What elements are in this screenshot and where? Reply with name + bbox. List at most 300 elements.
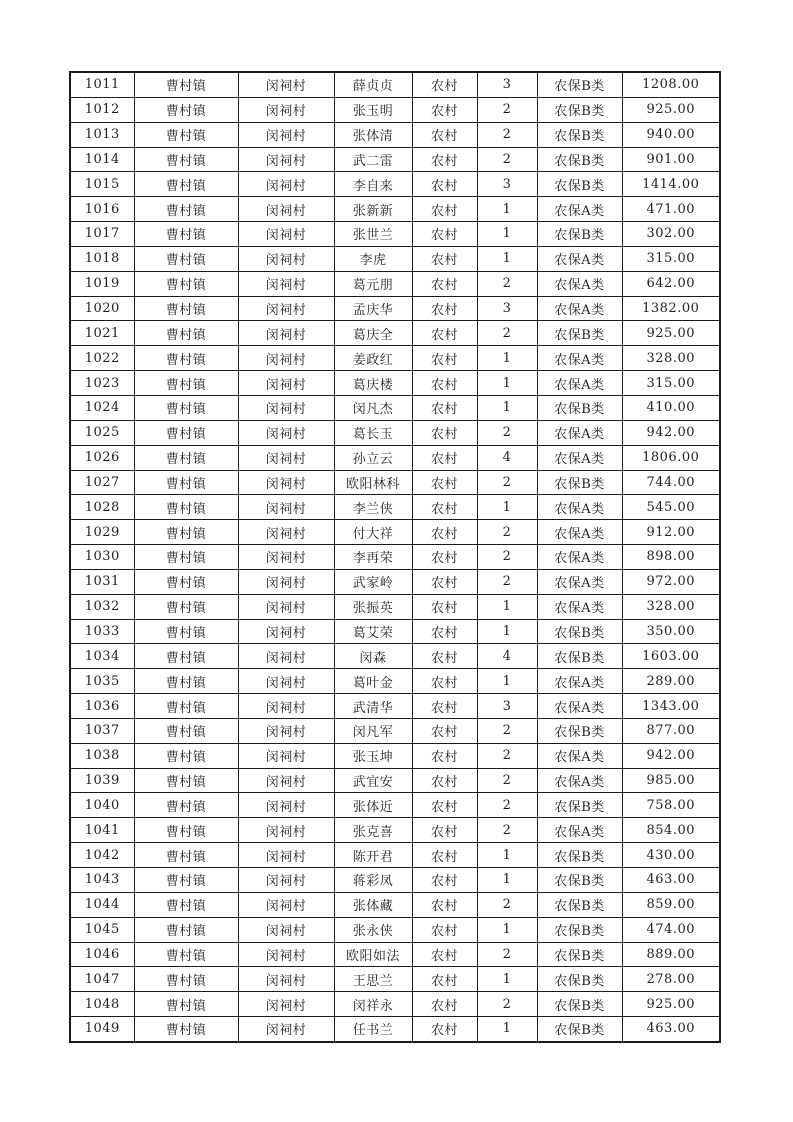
table-cell: 曹村镇: [134, 520, 238, 545]
table-cell: 闵祠村: [238, 644, 334, 669]
table-cell: 李自来: [334, 172, 412, 197]
table-cell: 闵祠村: [238, 97, 334, 122]
table-cell: 闵凡杰: [334, 395, 412, 420]
table-cell: 1027: [70, 470, 134, 495]
table-cell: 闵祠村: [238, 321, 334, 346]
table-cell: 925.00: [622, 321, 720, 346]
table-cell: 3: [477, 172, 537, 197]
table-cell: 曹村镇: [134, 346, 238, 371]
table-cell: 闵祠村: [238, 72, 334, 97]
table-cell: 张玉坤: [334, 743, 412, 768]
table-cell: 农保A类: [537, 768, 622, 793]
table-cell: 315.00: [622, 246, 720, 271]
table-cell: 1032: [70, 594, 134, 619]
table-cell: 曹村镇: [134, 371, 238, 396]
table-cell: 1044: [70, 892, 134, 917]
table-row: [70, 868, 720, 893]
table-cell: 闵祠村: [238, 768, 334, 793]
table-cell: 曹村镇: [134, 768, 238, 793]
table-row: [70, 495, 720, 520]
table-cell: 农村: [412, 594, 477, 619]
table-cell: 曹村镇: [134, 147, 238, 172]
table-cell: 1: [477, 371, 537, 396]
table-cell: 李虎: [334, 246, 412, 271]
table-row: [70, 619, 720, 644]
table-cell: 闵祠村: [238, 395, 334, 420]
table-cell: 闵祠村: [238, 520, 334, 545]
table-row: [70, 371, 720, 396]
table-cell: 农村: [412, 569, 477, 594]
table-cell: 曹村镇: [134, 644, 238, 669]
table-cell: 972.00: [622, 569, 720, 594]
table-cell: 曹村镇: [134, 892, 238, 917]
table-cell: 1028: [70, 495, 134, 520]
table-cell: 农保B类: [537, 72, 622, 97]
table-cell: 闵祠村: [238, 296, 334, 321]
table-cell: 农村: [412, 271, 477, 296]
table-cell: 曹村镇: [134, 395, 238, 420]
table-cell: 2: [477, 122, 537, 147]
table-cell: 姜政红: [334, 346, 412, 371]
table-cell: 2: [477, 718, 537, 743]
table-cell: 闵祠村: [238, 669, 334, 694]
table-cell: 曹村镇: [134, 718, 238, 743]
table-row: [70, 72, 720, 97]
table-cell: 曹村镇: [134, 495, 238, 520]
table-cell: 曹村镇: [134, 594, 238, 619]
table-cell: 1013: [70, 122, 134, 147]
table-cell: 430.00: [622, 843, 720, 868]
table-cell: 曹村镇: [134, 445, 238, 470]
table-cell: 1020: [70, 296, 134, 321]
table-row: [70, 644, 720, 669]
table-cell: 农保A类: [537, 495, 622, 520]
table-cell: 张体藏: [334, 892, 412, 917]
table-cell: 2: [477, 321, 537, 346]
table-row: [70, 470, 720, 495]
table-cell: 农保A类: [537, 371, 622, 396]
table-row: [70, 172, 720, 197]
table-cell: 李兰侠: [334, 495, 412, 520]
table-cell: 孟庆华: [334, 296, 412, 321]
table-cell: 1030: [70, 545, 134, 570]
table-cell: 农保A类: [537, 296, 622, 321]
table-cell: 闵祠村: [238, 619, 334, 644]
table-cell: 农保A类: [537, 271, 622, 296]
table-cell: 1208.00: [622, 72, 720, 97]
table-cell: 1: [477, 843, 537, 868]
table-cell: 农保B类: [537, 992, 622, 1017]
table-cell: 曹村镇: [134, 868, 238, 893]
table-cell: 3: [477, 694, 537, 719]
table-cell: 张玉明: [334, 97, 412, 122]
table-cell: 农保A类: [537, 669, 622, 694]
table-cell: 925.00: [622, 97, 720, 122]
table-cell: 薛贞贞: [334, 72, 412, 97]
table-cell: 闵森: [334, 644, 412, 669]
table-cell: 农保B类: [537, 395, 622, 420]
table-cell: 1031: [70, 569, 134, 594]
table-cell: 2: [477, 992, 537, 1017]
table-cell: 农保A类: [537, 246, 622, 271]
table-cell: 农保A类: [537, 594, 622, 619]
table-cell: 闵祠村: [238, 445, 334, 470]
table-row: [70, 97, 720, 122]
table-cell: 901.00: [622, 147, 720, 172]
table-cell: 1: [477, 619, 537, 644]
table-cell: 471.00: [622, 197, 720, 222]
table-cell: 328.00: [622, 346, 720, 371]
table-cell: 农村: [412, 1017, 477, 1042]
table-cell: 农保B类: [537, 868, 622, 893]
table-cell: 1: [477, 395, 537, 420]
table-row: [70, 818, 720, 843]
roster-table: [69, 71, 721, 1043]
table-cell: 985.00: [622, 768, 720, 793]
table-row: [70, 892, 720, 917]
table-cell: 农村: [412, 545, 477, 570]
table-cell: 曹村镇: [134, 545, 238, 570]
table-cell: 4: [477, 644, 537, 669]
table-cell: 武二雷: [334, 147, 412, 172]
table-cell: 877.00: [622, 718, 720, 743]
table-cell: 闵祠村: [238, 197, 334, 222]
table-cell: 曹村镇: [134, 97, 238, 122]
table-cell: 曹村镇: [134, 321, 238, 346]
table-row: [70, 967, 720, 992]
table-cell: 闵祠村: [238, 942, 334, 967]
table-cell: 武家岭: [334, 569, 412, 594]
table-row: [70, 122, 720, 147]
table-row: [70, 1017, 720, 1042]
table-cell: 898.00: [622, 545, 720, 570]
table-cell: 474.00: [622, 917, 720, 942]
table-cell: 农保B类: [537, 470, 622, 495]
table-row: [70, 793, 720, 818]
table-cell: 1024: [70, 395, 134, 420]
table-cell: 889.00: [622, 942, 720, 967]
table-row: [70, 942, 720, 967]
table-cell: 农保A类: [537, 569, 622, 594]
table-cell: 1043: [70, 868, 134, 893]
table-cell: 武宜安: [334, 768, 412, 793]
table-cell: 曹村镇: [134, 843, 238, 868]
table-cell: 曹村镇: [134, 122, 238, 147]
table-cell: 农村: [412, 445, 477, 470]
table-cell: 545.00: [622, 495, 720, 520]
table-cell: 葛艾荣: [334, 619, 412, 644]
table-cell: 农村: [412, 147, 477, 172]
table-cell: 农村: [412, 197, 477, 222]
table-cell: 葛长玉: [334, 420, 412, 445]
table-cell: 农村: [412, 470, 477, 495]
table-cell: 张永侠: [334, 917, 412, 942]
table-cell: 张新新: [334, 197, 412, 222]
table-cell: 1036: [70, 694, 134, 719]
table-cell: 农村: [412, 843, 477, 868]
table-cell: 1045: [70, 917, 134, 942]
table-cell: 1035: [70, 669, 134, 694]
table-cell: 曹村镇: [134, 271, 238, 296]
table-cell: 925.00: [622, 992, 720, 1017]
table-cell: 1: [477, 1017, 537, 1042]
table-cell: 1022: [70, 346, 134, 371]
table-cell: 曹村镇: [134, 743, 238, 768]
table-cell: 闵祠村: [238, 122, 334, 147]
table-cell: 王思兰: [334, 967, 412, 992]
table-cell: 289.00: [622, 669, 720, 694]
table-cell: 农保B类: [537, 967, 622, 992]
table-row: [70, 694, 720, 719]
table-cell: 278.00: [622, 967, 720, 992]
table-cell: 1042: [70, 843, 134, 868]
table-cell: 闵祠村: [238, 967, 334, 992]
table-cell: 2: [477, 420, 537, 445]
table-cell: 曹村镇: [134, 296, 238, 321]
table-cell: 744.00: [622, 470, 720, 495]
table-cell: 农村: [412, 222, 477, 247]
table-cell: 农村: [412, 371, 477, 396]
table-cell: 1040: [70, 793, 134, 818]
table-cell: 闵祠村: [238, 1017, 334, 1042]
table-cell: 1015: [70, 172, 134, 197]
table-cell: 曹村镇: [134, 1017, 238, 1042]
table-cell: 张体清: [334, 122, 412, 147]
table-cell: 闵祠村: [238, 843, 334, 868]
table-cell: 农村: [412, 644, 477, 669]
table-cell: 1046: [70, 942, 134, 967]
table-cell: 农村: [412, 97, 477, 122]
table-cell: 2: [477, 271, 537, 296]
table-cell: 闵祠村: [238, 545, 334, 570]
table-cell: 农村: [412, 246, 477, 271]
table-cell: 闵祠村: [238, 371, 334, 396]
table-cell: 曹村镇: [134, 818, 238, 843]
table-cell: 农保A类: [537, 197, 622, 222]
table-cell: 1034: [70, 644, 134, 669]
table-cell: 农保B类: [537, 892, 622, 917]
table-cell: 闵祠村: [238, 694, 334, 719]
table-cell: 闵祠村: [238, 495, 334, 520]
table-row: [70, 669, 720, 694]
table-cell: 张世兰: [334, 222, 412, 247]
table-cell: 2: [477, 97, 537, 122]
table-cell: 曹村镇: [134, 992, 238, 1017]
table-cell: 曹村镇: [134, 917, 238, 942]
table-cell: 2: [477, 892, 537, 917]
table-cell: 1343.00: [622, 694, 720, 719]
table-cell: 曹村镇: [134, 470, 238, 495]
table-cell: 1414.00: [622, 172, 720, 197]
table-cell: 3: [477, 72, 537, 97]
table-cell: 闵祠村: [238, 172, 334, 197]
table-cell: 859.00: [622, 892, 720, 917]
table-cell: 欧阳如法: [334, 942, 412, 967]
table-cell: 农村: [412, 942, 477, 967]
table-cell: 农村: [412, 669, 477, 694]
table-row: [70, 718, 720, 743]
table-cell: 758.00: [622, 793, 720, 818]
table-row: [70, 197, 720, 222]
table-cell: 1026: [70, 445, 134, 470]
table-cell: 1: [477, 594, 537, 619]
table-cell: 农保B类: [537, 1017, 622, 1042]
table-cell: 1014: [70, 147, 134, 172]
table-cell: 410.00: [622, 395, 720, 420]
table-cell: 2: [477, 569, 537, 594]
table-cell: 闵祠村: [238, 892, 334, 917]
table-cell: 闵祥永: [334, 992, 412, 1017]
table-row: [70, 768, 720, 793]
table-cell: 1016: [70, 197, 134, 222]
table-cell: 闵祠村: [238, 246, 334, 271]
table-cell: 农保B类: [537, 644, 622, 669]
table-cell: 463.00: [622, 868, 720, 893]
table-cell: 642.00: [622, 271, 720, 296]
table-cell: 曹村镇: [134, 246, 238, 271]
table-cell: 农保B类: [537, 942, 622, 967]
table-cell: 1: [477, 197, 537, 222]
table-cell: 农保B类: [537, 321, 622, 346]
table-cell: 942.00: [622, 743, 720, 768]
table-cell: 农村: [412, 768, 477, 793]
table-cell: 曹村镇: [134, 942, 238, 967]
table-row: [70, 420, 720, 445]
table-cell: 闵祠村: [238, 470, 334, 495]
table-cell: 1048: [70, 992, 134, 1017]
table-cell: 农村: [412, 917, 477, 942]
table-cell: 农村: [412, 743, 477, 768]
table-cell: 农村: [412, 793, 477, 818]
table-cell: 1019: [70, 271, 134, 296]
table-cell: 农村: [412, 694, 477, 719]
table-row: [70, 917, 720, 942]
table-cell: 350.00: [622, 619, 720, 644]
table-cell: 闵祠村: [238, 222, 334, 247]
table-cell: 蒋彩凤: [334, 868, 412, 893]
table-cell: 1: [477, 669, 537, 694]
table-cell: 闵祠村: [238, 818, 334, 843]
table-cell: 942.00: [622, 420, 720, 445]
table-cell: 农保A类: [537, 420, 622, 445]
table-cell: 葛叶金: [334, 669, 412, 694]
table-cell: 曹村镇: [134, 967, 238, 992]
table-cell: 1: [477, 868, 537, 893]
table-cell: 1012: [70, 97, 134, 122]
table-cell: 任书兰: [334, 1017, 412, 1042]
table-cell: 农保B类: [537, 718, 622, 743]
table-row: [70, 992, 720, 1017]
table-row: [70, 520, 720, 545]
table-cell: 曹村镇: [134, 694, 238, 719]
table-cell: 闵祠村: [238, 992, 334, 1017]
table-cell: 1047: [70, 967, 134, 992]
table-cell: 孙立云: [334, 445, 412, 470]
table-cell: 农村: [412, 992, 477, 1017]
table-row: [70, 594, 720, 619]
table-cell: 张振英: [334, 594, 412, 619]
table-cell: 农保A类: [537, 545, 622, 570]
table-cell: 武清华: [334, 694, 412, 719]
table-cell: 农村: [412, 321, 477, 346]
table-cell: 陈开君: [334, 843, 412, 868]
table-cell: 闵祠村: [238, 793, 334, 818]
table-cell: 农保B类: [537, 97, 622, 122]
table-cell: 1: [477, 222, 537, 247]
table-cell: 3: [477, 296, 537, 321]
table-cell: 闵祠村: [238, 868, 334, 893]
roster-table-body: [70, 72, 720, 1042]
table-cell: 农村: [412, 72, 477, 97]
table-cell: 1017: [70, 222, 134, 247]
table-cell: 1021: [70, 321, 134, 346]
table-cell: 农保B类: [537, 122, 622, 147]
table-cell: 1011: [70, 72, 134, 97]
table-cell: 农保B类: [537, 147, 622, 172]
table-cell: 闵祠村: [238, 147, 334, 172]
table-cell: 1039: [70, 768, 134, 793]
table-cell: 闵祠村: [238, 420, 334, 445]
table-row: [70, 222, 720, 247]
table-cell: 1382.00: [622, 296, 720, 321]
table-cell: 2: [477, 470, 537, 495]
table-cell: 曹村镇: [134, 793, 238, 818]
table-row: [70, 743, 720, 768]
table-cell: 1603.00: [622, 644, 720, 669]
table-cell: 闵祠村: [238, 271, 334, 296]
table-cell: 2: [477, 942, 537, 967]
table-cell: 1041: [70, 818, 134, 843]
table-cell: 张克喜: [334, 818, 412, 843]
table-cell: 1038: [70, 743, 134, 768]
table-cell: 农保B类: [537, 917, 622, 942]
table-row: [70, 246, 720, 271]
table-cell: 葛元朋: [334, 271, 412, 296]
table-cell: 328.00: [622, 594, 720, 619]
table-cell: 李再荣: [334, 545, 412, 570]
table-cell: 农村: [412, 619, 477, 644]
table-cell: 曹村镇: [134, 197, 238, 222]
table-cell: 农保A类: [537, 346, 622, 371]
table-row: [70, 395, 720, 420]
table-cell: 1806.00: [622, 445, 720, 470]
table-cell: 闵祠村: [238, 346, 334, 371]
table-cell: 闵祠村: [238, 917, 334, 942]
table-cell: 农保B类: [537, 619, 622, 644]
table-cell: 农保B类: [537, 222, 622, 247]
table-cell: 1: [477, 967, 537, 992]
table-cell: 农保B类: [537, 172, 622, 197]
table-cell: 闵祠村: [238, 569, 334, 594]
table-cell: 农村: [412, 296, 477, 321]
table-cell: 302.00: [622, 222, 720, 247]
table-cell: 闵祠村: [238, 594, 334, 619]
table-cell: 农村: [412, 520, 477, 545]
table-cell: 农村: [412, 495, 477, 520]
table-cell: 农保A类: [537, 694, 622, 719]
table-cell: 854.00: [622, 818, 720, 843]
table-cell: 曹村镇: [134, 420, 238, 445]
table-row: [70, 569, 720, 594]
table-cell: 2: [477, 818, 537, 843]
table-cell: 农村: [412, 818, 477, 843]
table-cell: 农村: [412, 892, 477, 917]
table-cell: 1: [477, 346, 537, 371]
table-cell: 农村: [412, 718, 477, 743]
table-cell: 940.00: [622, 122, 720, 147]
table-cell: 葛庆全: [334, 321, 412, 346]
table-cell: 农村: [412, 172, 477, 197]
